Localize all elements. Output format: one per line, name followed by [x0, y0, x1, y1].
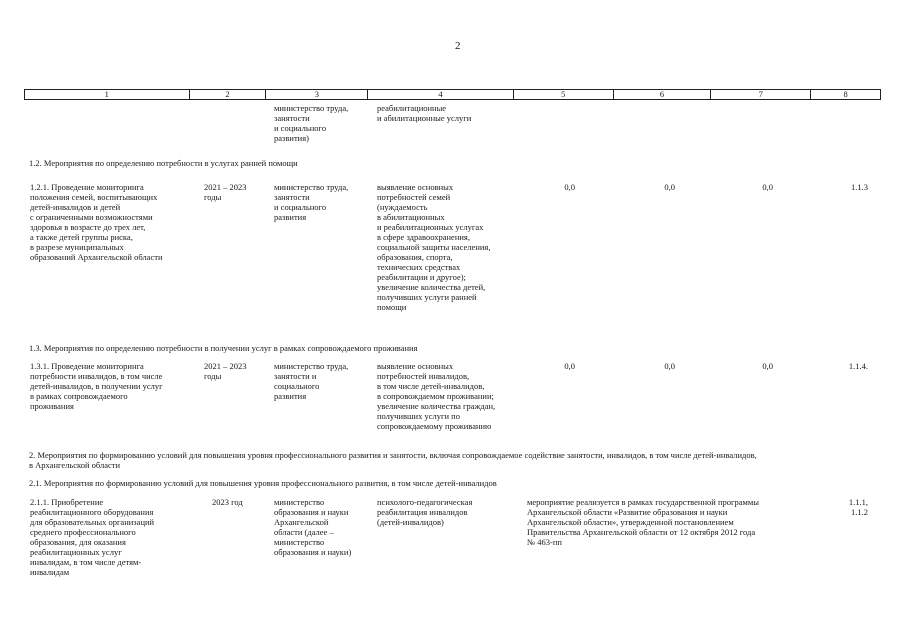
col-header-3: 3: [266, 90, 368, 99]
row-2-1-1-col5-7: мероприятие реализуется в рамках государственной программы Архангельской области «Развитие образования и науки Архангельской области», утвержденной постановлением Правительства Архангельской области от 12 октября 2012 года № 463-пп: [527, 497, 759, 547]
row-2-1-1-col4: психолого-педагогическая реабилитация инвалидов (детей-инвалидов): [377, 497, 473, 527]
row-1-3-1-col1: 1.3.1. Проведение мониторинга потребности инвалидов, в том числе детей-инвалидов, в получении услуг в рамках сопровождаемого проживания: [30, 361, 163, 411]
row-1-2-1-col3: министерство труда, занятости и социального развития: [274, 182, 349, 222]
row-1-2-1-col4: выявление основных потребностей семей (нуждаемость в абилитационных и реабилитационных услугах в сфере здравоохранения, социальной защиты населения, образования, спорта, технических средствах реабилитации и другое); увеличение количества детей, получивших услуги ранней помощи: [377, 182, 491, 312]
table-header-row: [24, 89, 881, 100]
col-header-1: 1: [25, 90, 190, 99]
col-header-4: 4: [368, 90, 514, 99]
section-2-1-heading: 2.1. Мероприятия по формированию условий для повышения уровня профессионального развития, в том числе детей-инвалидов: [29, 478, 497, 488]
row-1-3-1-col8: 1.1.4.: [848, 361, 868, 371]
row-1-3-1-col2: 2021 – 2023 годы: [204, 361, 247, 381]
row-2-1-1-col1: 2.1.1. Приобретение реабилитационного оборудования для образовательных организаций среднего профессионального образования, для оказания реабилитационных услуг инвалидам, в том числе детям- инвалидам: [30, 497, 155, 577]
row-1-2-1-col6: 0,0: [664, 182, 675, 192]
row-1-3-1-col5: 0,0: [564, 361, 575, 371]
cont-col4: реабилитационные и абилитационные услуги: [377, 103, 472, 123]
row-1-2-1-col7: 0,0: [762, 182, 773, 192]
row-1-2-1-col8: 1.1.3: [851, 182, 868, 192]
row-2-1-1-col3: министерство образования и науки Архангельской области (далее – министерство образования и науки): [274, 497, 352, 557]
col-header-6: 6: [614, 90, 712, 99]
row-1-3-1-col4: выявление основных потребностей инвалидов, в том числе детей-инвалидов, в сопровождаемом проживании; увеличение количества граждан, получивших услуги по сопровождаемому проживанию: [377, 361, 496, 431]
row-1-3-1-col3: министерство труда, занятости и социального развития: [274, 361, 349, 401]
cont-col3: министерство труда, занятости и социального развития): [274, 103, 349, 143]
page-number: 2: [455, 40, 461, 52]
section-1-3-heading: 1.3. Мероприятия по определению потребности в получении услуг в рамках сопровождаемого проживания: [29, 343, 418, 353]
col-header-7: 7: [711, 90, 811, 99]
row-2-1-1-col2: 2023 год: [212, 497, 243, 507]
row-1-2-1-col5: 0,0: [564, 182, 575, 192]
col-header-5: 5: [514, 90, 614, 99]
row-1-2-1-col2: 2021 – 2023 годы: [204, 182, 247, 202]
row-1-3-1-col7: 0,0: [762, 361, 773, 371]
row-2-1-1-col8: 1.1.1, 1.1.2: [848, 497, 868, 517]
section-1-2-heading: 1.2. Мероприятия по определению потребности в услугах ранней помощи: [29, 158, 298, 168]
row-1-2-1-col1: 1.2.1. Проведение мониторинга положения семей, воспитывающих детей-инвалидов и детей с ограниченными возможностями здоровья в возрасте до трех лет, а также детей группы риска, в разрезе муниципальных образований Архангельской области: [30, 182, 163, 262]
col-header-8: 8: [843, 89, 848, 99]
section-2-heading: 2. Мероприятия по формированию условий для повышения уровня профессионального развития и занятости, включая сопровождаемое содействие занятости, инвалидов, в том числе детей-инвалидов, в Архангельской области: [29, 450, 757, 470]
col-header-2: 2: [190, 90, 267, 99]
row-1-3-1-col6: 0,0: [664, 361, 675, 371]
